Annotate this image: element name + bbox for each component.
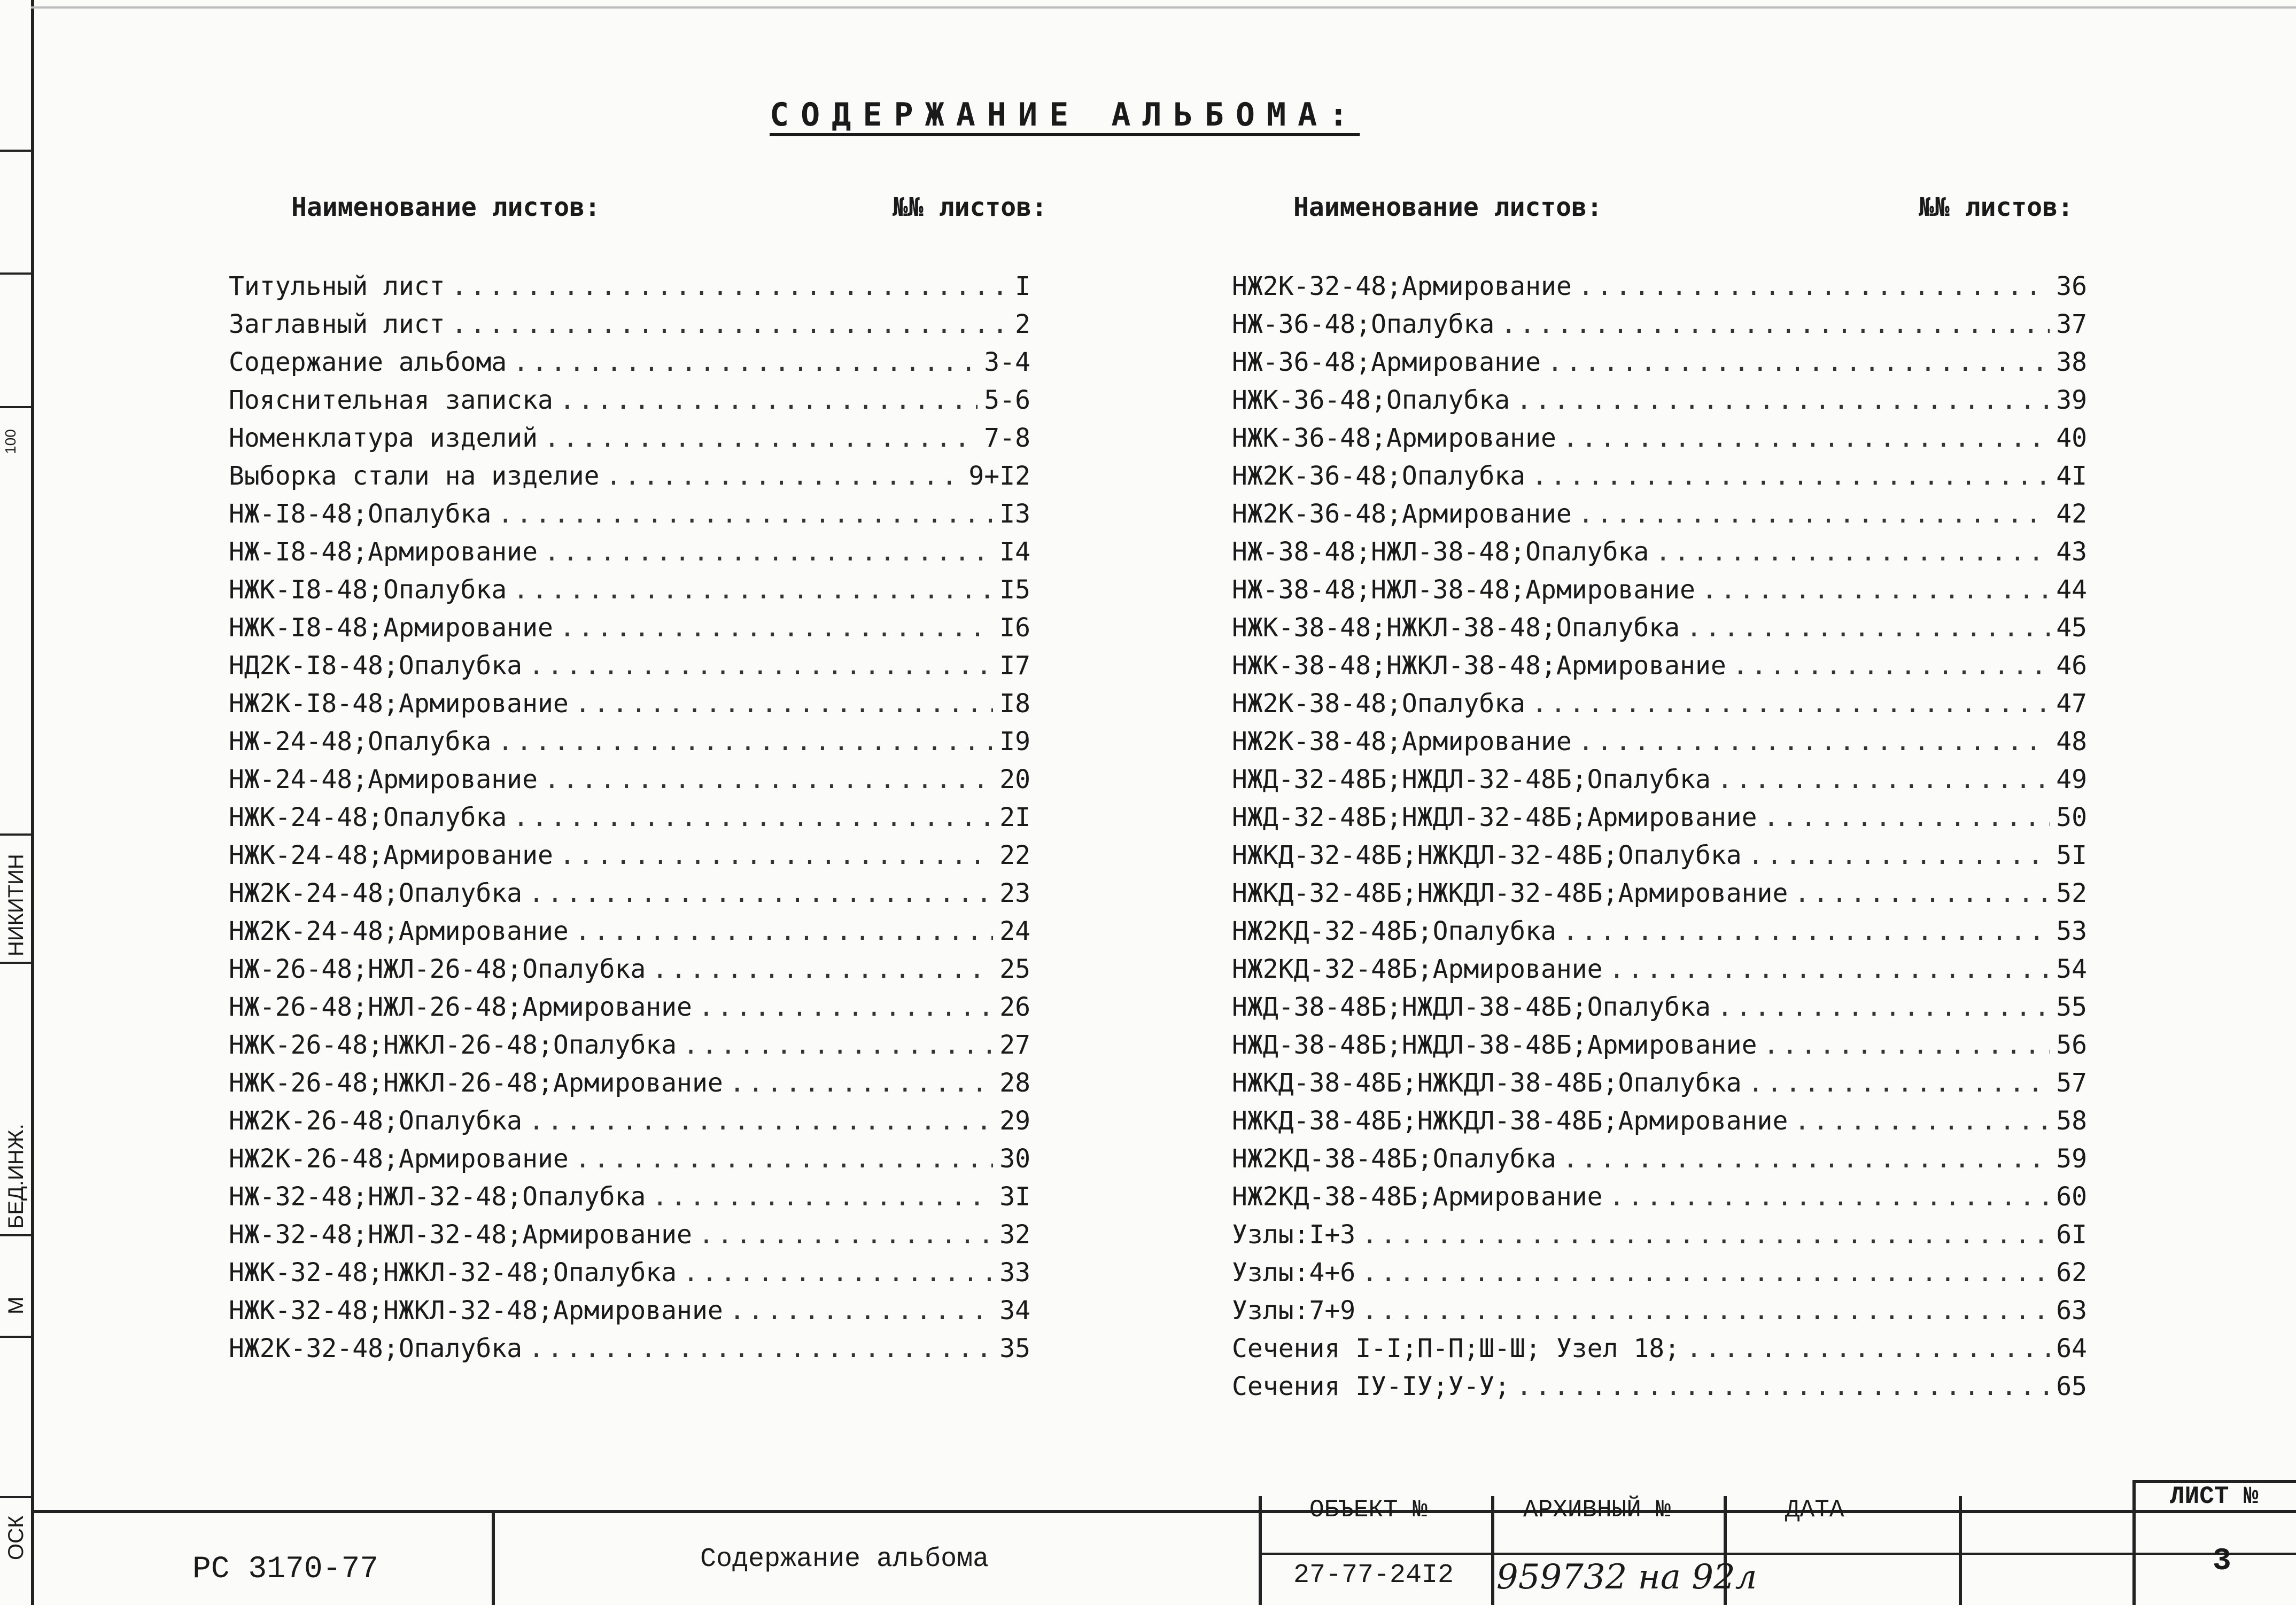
document-title: СОДЕРЖАНИЕ АЛЬБОМА: [770, 96, 1360, 134]
sheet-number: 39 [2056, 385, 2087, 415]
dot-leader [699, 1220, 993, 1250]
sheet-name: НЖКД-38-48Б;НЖКДЛ-38-48Б;Армирование [1232, 1105, 1788, 1136]
contents-row [229, 1329, 1030, 1367]
left-name-header: Наименование листов: [291, 192, 600, 222]
sheet-name: НЖК-26-48;НЖКЛ-26-48;Опалубка [229, 1030, 677, 1060]
contents-row [229, 760, 1030, 798]
date-label: ДАТА [1785, 1496, 1844, 1524]
right-name-header: Наименование листов: [1293, 192, 1602, 222]
sheet-number: 5I [2056, 840, 2087, 870]
dot-leader [1501, 309, 2050, 339]
object-value: 27-77-24I2 [1293, 1560, 1454, 1591]
sheet-number: 49 [2056, 764, 2087, 794]
sheet-name: НЖ-26-48;НЖЛ-26-48;Опалубка [229, 954, 646, 984]
dot-leader [1686, 613, 2050, 643]
dot-leader [1563, 423, 2050, 453]
sheet-name: НЖК-I8-48;Опалубка [229, 574, 507, 605]
sheet-name: НЖК-38-48;НЖКЛ-38-48;Опалубка [1232, 612, 1680, 643]
strip-mark: 100 [2, 429, 19, 454]
contents-row [1232, 267, 2087, 305]
strip-divider [0, 1234, 31, 1236]
dot-leader [513, 803, 993, 832]
dot-leader [1609, 954, 2050, 984]
sheet-name: Номенклатура изделий [229, 423, 538, 453]
sheet-number: 26 [999, 992, 1030, 1022]
contents-row [229, 646, 1030, 684]
dot-leader [560, 613, 993, 643]
dot-leader [575, 916, 993, 946]
dot-leader [683, 1030, 993, 1060]
sheet-number: 44 [2056, 574, 2087, 605]
title-block-divider [1959, 1496, 1962, 1605]
sheet-name: НЖ2К-I8-48;Армирование [229, 688, 569, 719]
dot-leader [1563, 1144, 2050, 1174]
title-block-row-line [1259, 1553, 2296, 1555]
title-block-divider [2132, 1480, 2136, 1605]
contents-row [229, 1102, 1030, 1140]
sheet-name: Сечения I-I;П-П;Ш-Ш; Узел 18; [1232, 1333, 1680, 1364]
sheet-name: НЖ2К-38-48;Армирование [1232, 726, 1572, 757]
contents-row [229, 912, 1030, 950]
sheet-name: НЖК-38-48;НЖКЛ-38-48;Армирование [1232, 650, 1726, 681]
contents-row [1232, 305, 2087, 343]
sheet-number: I [1015, 271, 1030, 301]
sheet-number: 45 [2056, 612, 2087, 643]
sheet-number: 6I [2056, 1219, 2087, 1250]
strip-divider [0, 962, 31, 964]
sheet-number: 36 [2056, 271, 2087, 301]
contents-row [1232, 1367, 2087, 1405]
sheet-number: 2 [1015, 309, 1030, 339]
sheet-name: НЖ-36-48;Опалубка [1232, 309, 1495, 339]
dot-leader [529, 1106, 993, 1136]
contents-row [229, 1140, 1030, 1178]
top-border [31, 6, 2296, 9]
contents-row [229, 305, 1030, 343]
contents-row [229, 1291, 1030, 1329]
sheet-name: Содержание альбома [229, 347, 507, 377]
sheet-name: НЖ-36-48;Армирование [1232, 347, 1541, 377]
right-contents-list [1232, 267, 2087, 1405]
dot-leader [652, 954, 993, 984]
sheet-name: НЖ-32-48;НЖЛ-32-48;Опалубка [229, 1181, 646, 1212]
dot-leader [1609, 1182, 2050, 1212]
sheet-title: Содержание альбома [700, 1544, 989, 1575]
sheet-number: 63 [2056, 1295, 2087, 1326]
archive-label: АРХИВНЫЙ № [1523, 1496, 1671, 1524]
contents-row [1232, 1216, 2087, 1253]
sheet-number: 46 [2056, 650, 2087, 681]
sheet-name: НЖ2К-26-48;Армирование [229, 1143, 569, 1174]
sheet-name: НЖД-32-48Б;НЖДЛ-32-48Б;Армирование [1232, 802, 1757, 832]
contents-row [229, 571, 1030, 609]
contents-row [1232, 343, 2087, 381]
dot-leader [1578, 499, 2050, 529]
contents-row [229, 381, 1030, 419]
sheet-number: 42 [2056, 498, 2087, 529]
dot-leader [1362, 1258, 2050, 1288]
sheet-number: 62 [2056, 1257, 2087, 1288]
sheet-number: 60 [2056, 1181, 2087, 1212]
strip-divider [0, 833, 31, 836]
sheet-name: Заглавный лист [229, 309, 445, 339]
contents-row [1232, 988, 2087, 1026]
sheet-name: НЖ2КД-38-48Б;Армирование [1232, 1181, 1603, 1212]
sheet-name: НЖД-38-48Б;НЖДЛ-38-48Б;Армирование [1232, 1030, 1757, 1060]
title-block-divider [492, 1510, 495, 1605]
sheet-name: НЖКД-32-48Б;НЖКДЛ-32-48Б;Опалубка [1232, 840, 1742, 870]
contents-row [1232, 381, 2087, 419]
sheet-number: 43 [2056, 536, 2087, 567]
contents-row [229, 457, 1030, 495]
contents-row [229, 495, 1030, 533]
contents-row [1232, 571, 2087, 609]
contents-row [1232, 1102, 2087, 1140]
dot-leader [1717, 992, 2050, 1022]
contents-row [229, 609, 1030, 646]
dot-leader [529, 878, 993, 908]
title-block-divider [1259, 1496, 1262, 1605]
sheet-number: 37 [2056, 309, 2087, 339]
sheet-name: Узлы:7+9 [1232, 1295, 1356, 1326]
dot-leader [606, 461, 963, 491]
sheet-number: 40 [2056, 423, 2087, 453]
strip-divider [0, 406, 31, 408]
sheet-name: НЖ2К-32-48;Армирование [1232, 271, 1572, 301]
dot-leader [1516, 1372, 2050, 1401]
contents-row [1232, 760, 2087, 798]
sheet-number: 59 [2056, 1143, 2087, 1174]
title-block-divider [1491, 1496, 1494, 1605]
object-label: ОБЪЕКТ № [1309, 1496, 1428, 1524]
strip-letter: М [4, 1296, 28, 1314]
sheet-name: НЖК-26-48;НЖКЛ-26-48;Армирование [229, 1068, 723, 1098]
dot-leader [1748, 1068, 2050, 1098]
sheet-name: НЖК-24-48;Опалубка [229, 802, 507, 832]
sheet-name: НЖ-32-48;НЖЛ-32-48;Армирование [229, 1219, 692, 1250]
contents-row [229, 684, 1030, 722]
contents-row [229, 836, 1030, 874]
strip-role: БЕД.ИНЖ. [4, 1124, 28, 1229]
dot-leader [1717, 765, 2050, 794]
dot-leader [1578, 727, 2050, 757]
contents-row [229, 1064, 1030, 1102]
dot-leader [1655, 537, 2050, 567]
contents-row [229, 533, 1030, 571]
contents-row [1232, 646, 2087, 684]
contents-row [1232, 495, 2087, 533]
sheet-number: 20 [999, 764, 1030, 794]
dot-leader [498, 727, 993, 757]
contents-row [1232, 533, 2087, 571]
contents-row [229, 798, 1030, 836]
dot-leader [1362, 1296, 2050, 1326]
sheet-name: НЖ2КД-32-48Б;Армирование [1232, 954, 1603, 984]
dot-leader [575, 689, 993, 719]
sheet-number: 29 [999, 1105, 1030, 1136]
document-code: РС 3170-77 [192, 1552, 379, 1587]
sheet-number: 35 [999, 1333, 1030, 1364]
dot-leader [1547, 347, 2050, 377]
dot-leader [529, 651, 993, 681]
dot-leader [513, 575, 993, 605]
sheet-name: Сечения IУ-IУ;У-У; [1232, 1371, 1510, 1401]
sheet-number: I4 [999, 536, 1030, 567]
dot-leader [1702, 575, 2050, 605]
dot-leader [1362, 1220, 2050, 1250]
sheet-name: НЖКД-32-48Б;НЖКДЛ-32-48Б;Армирование [1232, 878, 1788, 908]
contents-row [1232, 457, 2087, 495]
sheet-number: 47 [2056, 688, 2087, 719]
left-contents-list [229, 267, 1030, 1367]
contents-row [1232, 912, 2087, 950]
sheet-number: 64 [2056, 1333, 2087, 1364]
contents-row [229, 1026, 1030, 1064]
sheet-number: 38 [2056, 347, 2087, 377]
dot-leader [560, 385, 978, 415]
sheet-name: НЖ2К-32-48;Опалубка [229, 1333, 523, 1364]
contents-row [229, 267, 1030, 305]
sheet-number: 65 [2056, 1371, 2087, 1401]
contents-row [229, 419, 1030, 457]
dot-leader [1532, 461, 2050, 491]
sheet-name: Пояснительная записка [229, 385, 553, 415]
sheet-number: 9+I2 [968, 461, 1030, 491]
sheet-number: 5-6 [984, 385, 1030, 415]
sheet-name: НЖК-36-48;Армирование [1232, 423, 1556, 453]
dot-leader [1563, 916, 2050, 946]
sheet-name: НЖ2КД-32-48Б;Опалубка [1232, 916, 1556, 946]
sheet-number: 33 [999, 1257, 1030, 1288]
sheet-name: НЖ-38-48;НЖЛ-38-48;Армирование [1232, 574, 1695, 605]
dot-leader [1686, 1334, 2050, 1364]
sheet-number: 7-8 [984, 423, 1030, 453]
dot-leader [730, 1068, 993, 1098]
left-num-header: №№ листов: [893, 192, 1047, 222]
sheet-number: I7 [999, 650, 1030, 681]
sheet-name: Выборка стали на изделие [229, 461, 600, 491]
contents-row [1232, 950, 2087, 988]
sheet-name: НЖК-36-48;Опалубка [1232, 385, 1510, 415]
right-num-header: №№ листов: [1919, 192, 2073, 222]
contents-row [1232, 609, 2087, 646]
sheet-number: 58 [2056, 1105, 2087, 1136]
contents-row [229, 950, 1030, 988]
sheet-number: 50 [2056, 802, 2087, 832]
dot-leader [1516, 385, 2050, 415]
sheet-number: 3I [999, 1181, 1030, 1212]
contents-row [229, 722, 1030, 760]
contents-row [1232, 419, 2087, 457]
sheet-number: 32 [999, 1219, 1030, 1250]
side-stamp-strip [0, 0, 34, 1605]
sheet-name: НЖ-I8-48;Армирование [229, 536, 538, 567]
dot-leader [544, 423, 978, 453]
sheet-number: 53 [2056, 916, 2087, 946]
dot-leader [529, 1334, 993, 1364]
sheet-name: НЖ2К-24-48;Опалубка [229, 878, 523, 908]
strip-divider [0, 1496, 31, 1498]
dot-leader [730, 1296, 993, 1326]
contents-row [229, 343, 1030, 381]
sheet-number: I8 [999, 688, 1030, 719]
sheet-number: I3 [999, 498, 1030, 529]
dot-leader [1748, 840, 2050, 870]
contents-row [229, 874, 1030, 912]
sheet-name: НЖК-24-48;Армирование [229, 840, 553, 870]
sheet-number: I5 [999, 574, 1030, 605]
title-block-top-border [31, 1510, 2296, 1513]
sheet-name: НЖ2К-36-48;Армирование [1232, 498, 1572, 529]
dot-leader [1578, 271, 2050, 301]
sheet-number: 54 [2056, 954, 2087, 984]
dot-leader [1764, 803, 2050, 832]
sheet-name: НЖ-26-48;НЖЛ-26-48;Армирование [229, 992, 692, 1022]
sheet-number: 30 [999, 1143, 1030, 1174]
dot-leader [1733, 651, 2050, 681]
dot-leader [452, 271, 1009, 301]
sheet-number: 24 [999, 916, 1030, 946]
contents-row [1232, 874, 2087, 912]
strip-name: НИКИТИН [4, 854, 28, 956]
dot-leader [652, 1182, 993, 1212]
dot-leader [452, 309, 1009, 339]
contents-row [1232, 684, 2087, 722]
sheet-name: НЖ2КД-38-48Б;Опалубка [1232, 1143, 1556, 1174]
sheet-number: 27 [999, 1030, 1030, 1060]
contents-row [1232, 1329, 2087, 1367]
sheet-number: 3-4 [984, 347, 1030, 377]
contents-row [229, 1216, 1030, 1253]
contents-row [1232, 798, 2087, 836]
sheet-name: НЖ-I8-48;Опалубка [229, 498, 492, 529]
sheet-number: 2I [999, 802, 1030, 832]
dot-leader [699, 992, 993, 1022]
sheet-name: НЖ-24-48;Опалубка [229, 726, 492, 757]
sheet-name: НЖ2К-26-48;Опалубка [229, 1105, 523, 1136]
sheet-name: Узлы:4+6 [1232, 1257, 1356, 1288]
sheet-number: 48 [2056, 726, 2087, 757]
sheet-number: 23 [999, 878, 1030, 908]
sheet-name: Титульный лист [229, 271, 445, 301]
sheet-number: 57 [2056, 1068, 2087, 1098]
sheet-name: НЖ-24-48;Армирование [229, 764, 538, 794]
archive-value: 959732 на 92л [1496, 1557, 1757, 1597]
sheet-number: 3 [2213, 1544, 2231, 1579]
contents-row [1232, 1178, 2087, 1216]
strip-divider [0, 272, 31, 275]
sheet-name: НЖ2К-38-48;Опалубка [1232, 688, 1526, 719]
sheet-name: НЖД-38-48Б;НЖДЛ-38-48Б;Опалубка [1232, 992, 1711, 1022]
contents-row [229, 1178, 1030, 1216]
sheet-number: 55 [2056, 992, 2087, 1022]
sheet-name: НЖ-38-48;НЖЛ-38-48;Опалубка [1232, 536, 1649, 567]
contents-row [1232, 1140, 2087, 1178]
sheet-label: ЛИСТ № [2170, 1483, 2259, 1510]
sheet-name: НЖ2К-36-48;Опалубка [1232, 461, 1526, 491]
contents-row [229, 988, 1030, 1026]
sheet-number: 52 [2056, 878, 2087, 908]
contents-row [1232, 836, 2087, 874]
sheet-name: НЖК-I8-48;Армирование [229, 612, 553, 643]
dot-leader [498, 499, 993, 529]
sheet-name: Узлы:I+3 [1232, 1219, 1356, 1250]
dot-leader [513, 347, 978, 377]
strip-divider [0, 1336, 31, 1338]
dot-leader [544, 537, 993, 567]
sheet-number: 28 [999, 1068, 1030, 1098]
contents-row [1232, 1064, 2087, 1102]
contents-row [1232, 1026, 2087, 1064]
sheet-name: НЖД-32-48Б;НЖДЛ-32-48Б;Опалубка [1232, 764, 1711, 794]
dot-leader [1532, 689, 2050, 719]
strip-divider [0, 150, 31, 152]
sheet-name: НЖК-32-48;НЖКЛ-32-48;Опалубка [229, 1257, 677, 1288]
sheet-number: 22 [999, 840, 1030, 870]
contents-row [1232, 1291, 2087, 1329]
sheet-name: НД2К-I8-48;Опалубка [229, 650, 523, 681]
contents-row [1232, 1253, 2087, 1291]
sheet-number: 4I [2056, 461, 2087, 491]
dot-leader [560, 840, 993, 870]
dot-leader [1764, 1030, 2050, 1060]
dot-leader [544, 765, 993, 794]
sheet-name: НЖКД-38-48Б;НЖКДЛ-38-48Б;Опалубка [1232, 1068, 1742, 1098]
sheet-number: 56 [2056, 1030, 2087, 1060]
sheet-number: I9 [999, 726, 1030, 757]
contents-row [229, 1253, 1030, 1291]
sheet-name: НЖ2К-24-48;Армирование [229, 916, 569, 946]
strip-osk: ОСК [4, 1515, 28, 1560]
dot-leader [1794, 878, 2050, 908]
dot-leader [575, 1144, 993, 1174]
dot-leader [683, 1258, 993, 1288]
sheet-name: НЖК-32-48;НЖКЛ-32-48;Армирование [229, 1295, 723, 1326]
dot-leader [1794, 1106, 2050, 1136]
sheet-number: I6 [999, 612, 1030, 643]
sheet-number: 25 [999, 954, 1030, 984]
sheet-number: 34 [999, 1295, 1030, 1326]
contents-row [1232, 722, 2087, 760]
